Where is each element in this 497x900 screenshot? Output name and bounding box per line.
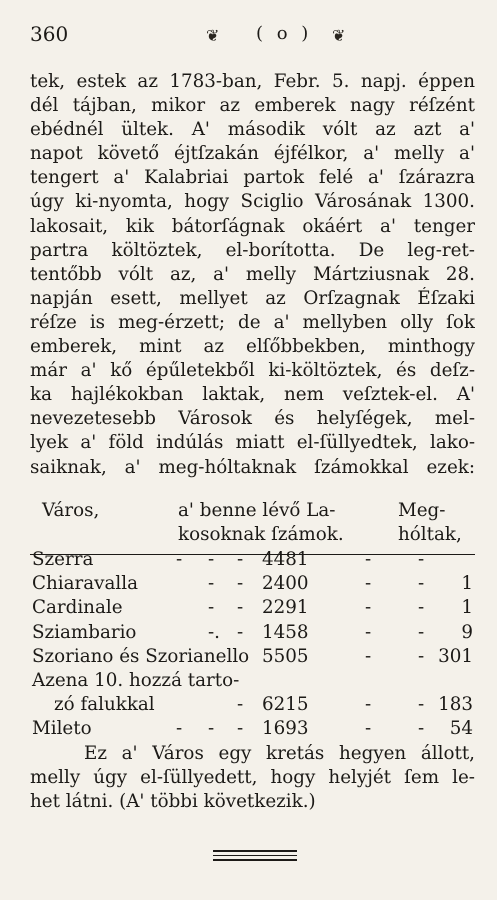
cell-dash: - — [237, 621, 244, 643]
text-line: emberek, mint az elſőbbekben, minthogy — [30, 336, 475, 358]
header-dead: Meg- — [398, 500, 446, 521]
header-city: Város, — [42, 500, 100, 521]
table-row — [30, 621, 475, 645]
text-line: lakosait, kik bátorſágnak okáért a' tenger — [30, 215, 475, 237]
cell-dead: 9 — [461, 621, 473, 643]
cell-dash: - — [237, 549, 244, 570]
text-line: ebédnél ültek. A' második vólt az azt a' — [30, 119, 475, 141]
cell-dash: - — [237, 718, 244, 740]
cell-dash: - — [176, 549, 183, 570]
text-line: tek, estek az 1783-ban, Febr. 5. napj. éppen — [30, 71, 475, 92]
cell-dead: 301 — [438, 645, 473, 667]
cell-city: Szoriano és Szorianello — [32, 645, 250, 667]
cell-dash: - — [365, 694, 372, 716]
table-row — [30, 669, 475, 693]
cell-dash: - — [208, 597, 215, 619]
text-line: ka hajlékokban laktak, nem veſztek-el. A' — [30, 384, 475, 406]
cell-inhabitants: 2291 — [262, 597, 309, 619]
cell-dash: - — [418, 597, 425, 619]
text-line: már a' kő épűletekből ki-költöztek, és deſz- — [30, 360, 475, 382]
cell-dash: - — [365, 621, 372, 643]
table-header-row — [30, 499, 475, 523]
text-line: melly úgy el-ſüllyedett, hogy helyjét ſem le- — [30, 767, 475, 789]
cell-dead: 1 — [461, 597, 473, 619]
cell-inhabitants: 1458 — [262, 621, 309, 643]
text-line: réſze is meg-érzett; de a' mellyben olly ſok — [30, 311, 475, 333]
table-header-row — [30, 523, 475, 547]
cell-dash: - — [418, 694, 425, 716]
cell-inhabitants: 6215 — [262, 694, 309, 716]
cell-dead: 1 — [461, 573, 473, 595]
body-text — [30, 70, 475, 480]
text-line: het látni. (A' többi következik.) — [30, 791, 316, 813]
cell-dash: - — [418, 718, 425, 740]
closing-text — [30, 742, 475, 814]
cell-dash: - — [365, 549, 372, 570]
ornament-left-icon: ❦ — [206, 26, 220, 45]
table-body — [30, 548, 475, 742]
table-row — [30, 645, 475, 669]
casualty-table — [30, 499, 475, 547]
cell-dash: - — [176, 718, 183, 740]
cell-dash: - — [208, 573, 215, 595]
text-line: úgy ki-nyomta, hogy Sciglio Városának 1300. — [30, 191, 475, 213]
cell-dead: 54 — [449, 718, 473, 740]
ornament-right-icon: ❦ — [332, 26, 346, 45]
cell-inhabitants: 5505 — [262, 645, 309, 667]
cell-inhabitants: 2400 — [262, 573, 309, 595]
cell-inhabitants: 1693 — [262, 718, 309, 740]
cell-city: Mileto — [32, 718, 92, 740]
cell-dead: 183 — [438, 694, 473, 716]
cell-dash: -. — [208, 621, 220, 643]
cell-inhabitants: 4481 — [262, 549, 309, 570]
text-line: Ez a' Város egy kretás hegyen állott, — [84, 743, 475, 764]
table-row — [30, 693, 475, 717]
cell-dash: - — [418, 621, 425, 643]
text-line: napján esett, mellyet az Orſzagnak Éſzaki — [30, 287, 475, 309]
table-row — [30, 596, 475, 620]
page-header — [30, 20, 457, 48]
decorative-rule — [213, 850, 297, 864]
header-dead-cont: hóltak, — [398, 524, 462, 545]
table-row — [30, 548, 475, 572]
cell-dash: - — [365, 573, 372, 595]
cell-dash: - — [237, 573, 244, 595]
text-line: lyek a' föld indúlás miatt el-ſüllyedtek, lako- — [30, 432, 475, 454]
cell-dash: - — [237, 597, 244, 619]
cell-city: Azena 10. hozzá tarto- — [32, 669, 240, 691]
cell-dash: - — [365, 597, 372, 619]
text-line: dél tájban, mikor az emberek nagy réſzént — [30, 95, 475, 117]
cell-city: Szerra — [32, 549, 94, 570]
cell-dash: - — [418, 645, 425, 667]
text-line: nevezetesebb Városok és helyſégek, mel- — [30, 408, 475, 430]
cell-city: Chiaravalla — [32, 573, 138, 595]
cell-dash: - — [237, 694, 244, 716]
cell-dash: - — [418, 549, 425, 570]
cell-dash: - — [365, 718, 372, 740]
cell-dash: - — [365, 645, 372, 667]
cell-city: Sziambario — [32, 621, 137, 643]
cell-dash: - — [208, 549, 215, 570]
table-row — [30, 572, 475, 596]
text-line: tentőbb vólt az, a' melly Mártziusnak 28. — [30, 263, 475, 285]
table-row — [30, 717, 475, 741]
page-number: 360 — [30, 22, 69, 46]
text-line: napot követő éjtſzakán éjfélkor, a' melly a' — [30, 143, 475, 165]
cell-city: zó falukkal — [54, 694, 155, 716]
header-inhabitants: a' benne lévő La- — [178, 500, 336, 521]
cell-dash: - — [418, 573, 425, 595]
text-line: partra költöztek, el-borította. De leg-ret- — [30, 239, 475, 261]
header-center-mark: ( o ) — [256, 23, 313, 44]
text-line: tengert a' Kalabriai partok felé a' ſzárazra — [30, 167, 475, 189]
cell-dash: - — [208, 718, 215, 740]
cell-city: Cardinale — [32, 597, 123, 619]
header-inhabitants-cont: kosoknak ſzámok. — [178, 524, 344, 545]
text-line: saiknak, a' meg-hóltaknak ſzámokkal ezek: — [30, 456, 475, 478]
